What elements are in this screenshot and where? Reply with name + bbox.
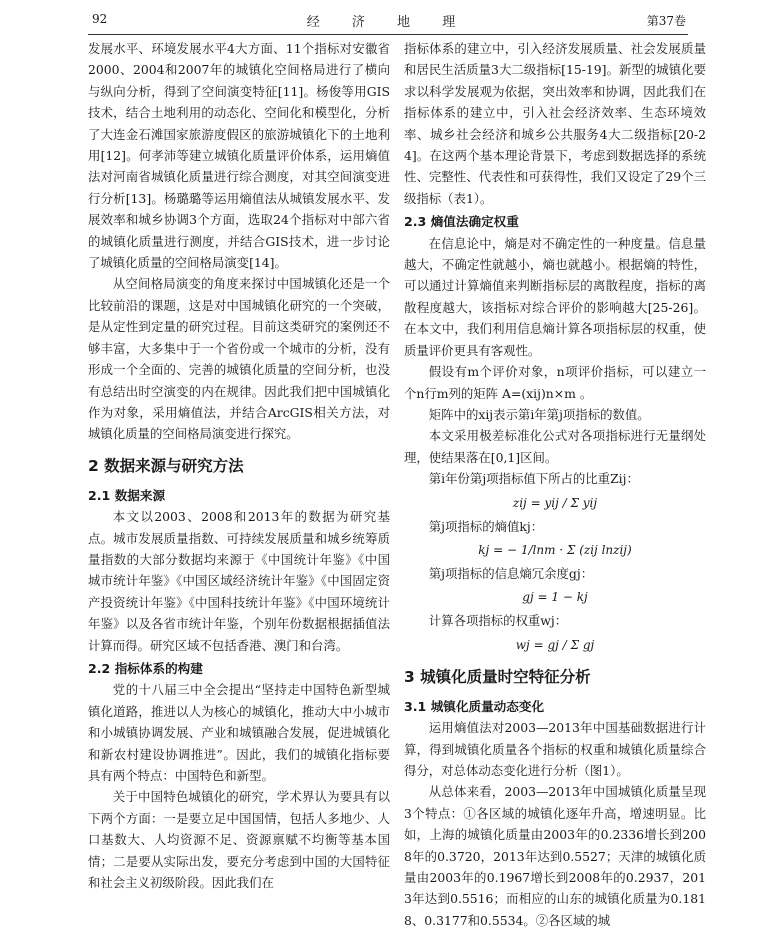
subsection-heading: 2.1 数据来源 <box>88 487 166 503</box>
paragraph: 第j项指标的熵值kj： <box>428 518 544 534</box>
paragraph: 从空间格局演变的角度来探讨中国城镇化还是一个比较前沿的课题，这是对中国城镇化研究的一个突破，是从定性到定量的研究过程。目前这类研究的案例还不够丰富，大多集中于一个省份或一个城市的分析，没有形成一个全面的、完善的城镇化质量的空间分析，也没有总结出时空演变的内在规律。因此我们把中国城镇化作为对象，采用熵值法，并结合ArcGIS相关方法，对城镇化质量的空间格局演变进行探究。 <box>88 276 390 442</box>
subsection-heading: 2.2 指标体系的构建 <box>88 660 203 676</box>
paragraph: 在信息论中，熵是对不确定性的一种度量。信息量越大，不确定性就越小，熵也就越小。根据熵的特性，可以通过计算熵值来判断指标层的离散程度，指标的离散程度越大，该指标对综合评价的影响越大[25-26]。在本文中，我们利用信息熵计算各项指标层的权重，使质量评价更具有客观性。 <box>404 235 706 358</box>
paragraph: 第j项指标的信息熵冗余度gj： <box>428 565 594 581</box>
equation-weight-share: zij = yij / Σ yij <box>512 495 598 510</box>
paragraph: 计算各项指标的权重wj： <box>428 613 568 629</box>
right-column <box>404 38 706 931</box>
subsection-heading: 3.1 城镇化质量动态变化 <box>404 698 545 714</box>
paragraph: 矩阵中的xij表示第i年第j项指标的数值。 <box>428 406 650 422</box>
paragraph: 指标体系的建立中，引入经济发展质量、社会发展质量和居民生活质量3大二级指标[15-19]。新型的城镇化要求以科学发展观为依据，突出效率和协调，因此我们在指标体系的建立中，引入社会经济效率、生态环境效率、城乡社会经济和城乡公共服务4大二级指标[20-24]。在这两个基本理论背景下，考虑到数据选择的系统性、完整性、代表性和可获得性，我们又设定了29个三级指标（表1）。 <box>404 41 706 206</box>
page-number: 92 <box>92 12 108 26</box>
left-column <box>88 38 390 893</box>
paragraph: 党的十八届三中全会提出“坚持走中国特色新型城镇化道路，推进以人为核心的城镇化，推动大中小城市和小城镇协调发展、产业和城镇融合发展，促进城镇化和新农村建设协调推进”。因此，我们的城镇化指标要具有两个特点：中国特色和新型。 <box>88 682 390 783</box>
paragraph: 本文以2003、2008和2013年的数据为研究基点。城市发展质量指数、可持续发展质量和城乡统筹质量指数的大部分数据均来源于《中国统计年鉴》《中国城市统计年鉴》《中国区域经济统计年鉴》《中国固定资产投资统计年鉴》《中国科技统计年鉴》《中国环境统计年鉴》以及各省市统计年鉴，个别年份数据根据插值法计算而得。研究区域不包括香港、澳门和台湾。 <box>88 509 390 653</box>
paragraph: 运用熵值法对2003—2013年中国基础数据进行计算，得到城镇化质量各个指标的权重和城镇化质量综合得分，对总体动态变化进行分析（图1）。 <box>404 720 706 778</box>
paragraph: 发展水平、环境发展水平4大方面、11个指标对安徽省2000、2004和2007年的城镇化空间格局进行了横向与纵向分析，得到了空间演变特征[11]。杨俊等用GIS技术，结合土地利用的动态化、空间化和模型化，分析了大连金石滩国家旅游度假区的旅游城镇化下的土地利用[12]。何孝沛等建立城镇化质量评价体系，运用熵值法对河南省城镇化质量进行综合测度，对其空间演变进行分析[13]。杨璐璐等运用熵值法从城镇发展水平、发展效率和城乡协调3个方面，选取24个指标对中部六省的城镇化质量进行测度，并结合GIS技术，进一步讨论了城镇化质量的空间格局演变[14]。 <box>88 41 390 271</box>
equation-entropy: kj = − 1/lnm · Σ (zij lnzij) <box>478 542 632 557</box>
subsection-heading: 2.3 熵值法确定权重 <box>404 214 519 230</box>
paragraph: 本文采用极差标准化公式对各项指标进行无量纲处理，使结果落在[0,1]区间。 <box>404 428 706 465</box>
section-heading: 3 城镇化质量时空特征分析 <box>404 667 591 686</box>
page-header <box>88 8 688 35</box>
equation-weight: wj = gj / Σ gj <box>515 637 595 652</box>
volume-label: 第37卷 <box>646 14 686 28</box>
equation-redundancy: gj = 1 − kj <box>522 590 588 605</box>
paragraph: 从总体来看，2003—2013年中国城镇化质量呈现3个特点：①各区域的城镇化逐年升高，增速明显。比如，上海的城镇化质量由2003年的0.2336增长到2008年的0.3720，2013年达到0.5527；天津的城镇化质量由2003年的0.1967增长到2008年的0.2937，2013年达到0.5516；而相应的山东的城镇化质量为0.1818、0.3177和0.5534。②各区域的城 <box>404 784 706 928</box>
paragraph: 第i年份第j项指标值下所占的比重Zij： <box>428 471 639 487</box>
journal-title: 经 济 地 理 <box>306 15 470 30</box>
paragraph: 假设有m个评价对象，n项评价指标，可以建立一个n行m列的矩阵 A=(xij)n×m 。 <box>404 364 706 401</box>
section-heading: 2 数据来源与研究方法 <box>88 456 244 475</box>
paragraph: 关于中国特色城镇化的研究，学术界认为要具有以下两个方面：一是要立足中国国情，包括人多地少、人口基数大、人均资源不足、资源禀赋不均衡等基本国情；二是要从实际出发，要充分考虑到中国的大国特征和社会主义初级阶段。因此我们在 <box>88 789 390 891</box>
